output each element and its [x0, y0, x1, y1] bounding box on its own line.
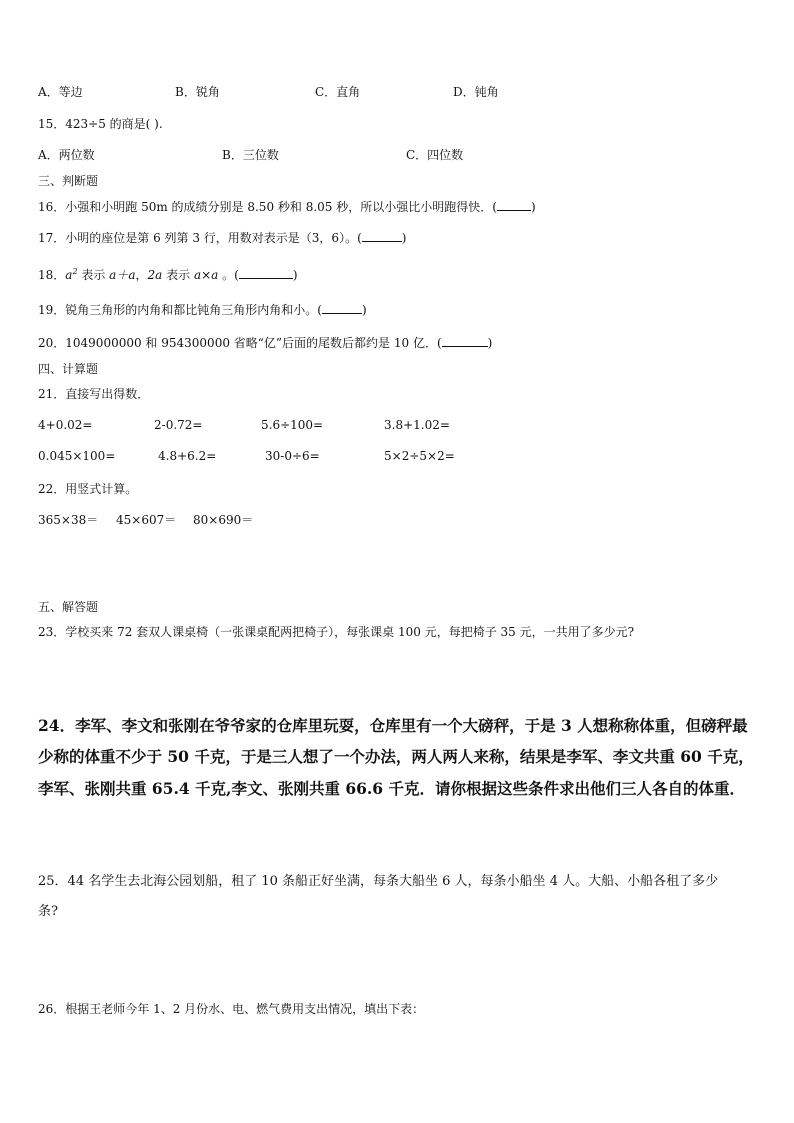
q24-line-2: 少称的体重不少于 50 千克，于是三人想了一个办法，两人两人来称，结果是李军、李文共重 60 千克，	[38, 747, 754, 766]
calc-item: 4.8+6.2=	[158, 449, 217, 463]
q18-expr-a-plus-a: a＋a	[109, 268, 136, 282]
q15-text: 15．423÷5 的商是( ).	[38, 117, 163, 131]
q14-option-d: D．钝角	[453, 85, 499, 99]
q22-text: 22．用竖式计算。	[38, 482, 138, 496]
q23-text: 23．学校买来 72 套双人课桌椅（一张课桌配两把椅子），每张课桌 100 元，每把椅子 35 元，一共用了多少元?	[38, 625, 635, 639]
calc-item: 5.6÷100=	[261, 418, 324, 432]
q25-line-2: 条?	[38, 904, 58, 919]
q20-close: )	[487, 336, 493, 350]
q18-number: 18．	[38, 268, 66, 282]
answer-blank[interactable]	[442, 336, 488, 347]
calc-item: 5×2÷5×2=	[384, 449, 455, 463]
q18-text	[38, 264, 298, 283]
q26-text: 26．根据王老师今年 1、2 月份水、电、燃气费用支出情况，填出下表：	[38, 1002, 425, 1016]
answer-blank[interactable]	[362, 231, 402, 242]
q21-text: 21．直接写出得数．	[38, 387, 150, 401]
q14-option-b: B．锐角	[175, 85, 220, 99]
q18-word: 表示	[77, 268, 110, 282]
vertical-calc-item: 365×38＝	[38, 513, 99, 527]
q24-line-1: 24．李军、李文和张刚在爷爷家的仓库里玩耍，仓库里有一个大磅秤，于是 3 人想称称体重，但磅秤最	[38, 716, 748, 735]
calc-item: 3.8+1.02=	[384, 418, 450, 432]
q14-option-c: C．直角	[315, 85, 361, 99]
answer-blank[interactable]	[239, 268, 293, 279]
q19-text	[38, 302, 367, 318]
q19-close: )	[361, 303, 367, 317]
q20-statement: 20．1049000000 和 954300000 省略“亿”后面的尾数后都约是 10 亿．(	[38, 336, 442, 350]
answer-blank[interactable]	[497, 200, 531, 211]
q14-option-a: A．等边	[38, 85, 83, 99]
q19-statement: 19．锐角三角形的内角和都比钝角三角形内角和小。(	[38, 303, 322, 317]
q17-statement: 17．小明的座位是第 6 列第 3 行，用数对表示是（3，6）。(	[38, 231, 362, 245]
q15-option-b: B．三位数	[222, 148, 279, 162]
q16-text	[38, 199, 536, 215]
vertical-calc-item: 45×607＝	[116, 513, 177, 527]
vertical-calc-item: 80×690＝	[193, 513, 254, 527]
calc-item: 4+0.02=	[38, 418, 93, 432]
q18-word: 表示	[162, 268, 194, 282]
calc-item: 2-0.72=	[154, 418, 203, 432]
q24-line-3: 李军、张刚共重 65.4 千克,李文、张刚共重 66.6 千克．请你根据这些条件求出他们三人各自的体重．	[38, 779, 745, 798]
q18-comma: ，	[135, 268, 148, 282]
section-heading-judgement: 三、判断题	[38, 174, 99, 188]
q15-option-a: A．两位数	[38, 148, 95, 162]
section-heading-calculation: 四、计算题	[38, 362, 99, 376]
q25-line-1: 25．44 名学生去北海公园划船，租了 10 条船正好坐满，每条大船坐 6 人，每条小船坐 4 人。大船、小船各租了多少	[38, 874, 719, 889]
q15-option-c: C．四位数	[406, 148, 464, 162]
q17-text	[38, 230, 406, 246]
q18-tail: 。(	[218, 268, 239, 282]
q20-text	[38, 335, 492, 351]
q17-close: )	[401, 231, 407, 245]
section-heading-word-problems: 五、解答题	[38, 600, 99, 614]
q18-close: )	[292, 268, 298, 282]
q16-close: )	[530, 200, 536, 214]
calc-item: 30-0÷6=	[265, 449, 320, 463]
q16-statement: 16．小强和小明跑 50m 的成绩分别是 8.50 秒和 8.05 秒，所以小强比小明跑得快．(	[38, 200, 497, 214]
q18-expr-a-times-a: a×a	[193, 268, 219, 282]
calc-item: 0.045×100=	[38, 449, 116, 463]
q18-expr-2a: 2a	[147, 268, 163, 282]
q18-expr-a-squared: $a^2$	[65, 267, 78, 282]
answer-blank[interactable]	[322, 303, 362, 314]
